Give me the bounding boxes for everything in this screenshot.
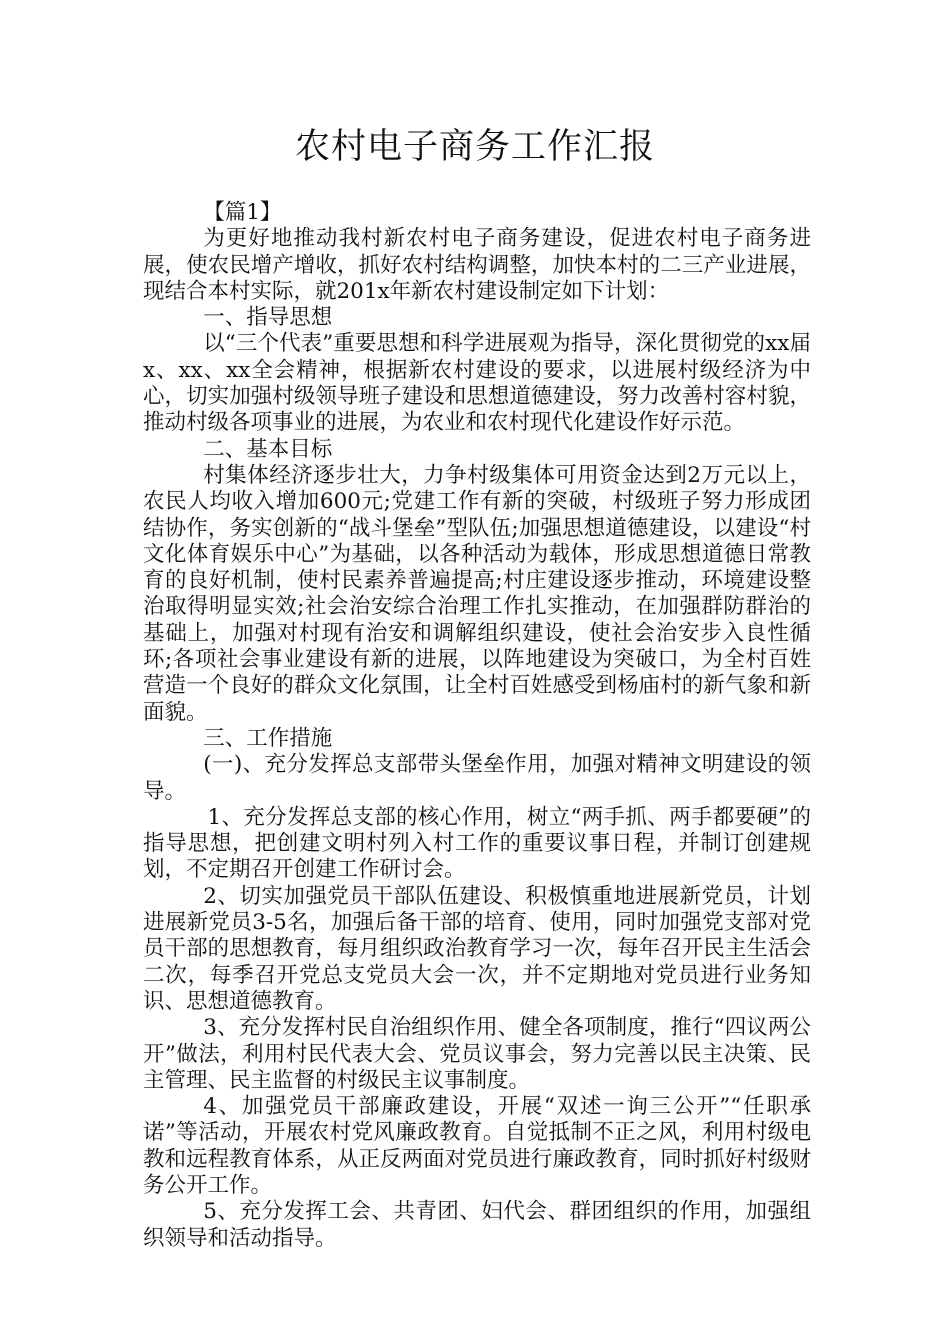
section-label: 【篇1】 xyxy=(203,200,282,225)
document-title: 农村电子商务工作汇报 xyxy=(294,127,655,167)
measure-item-5: 5、充分发挥工会、共青团、妇代会、群团组织的作用，加强组织领导和活动指导。 xyxy=(143,1199,811,1251)
measure-item-1: 1、充分发挥总支部的核心作用，树立“两手抓、两手都要硬”的指导思想，把创建文明村列入村工作的重要议事日程，并制订创建规划，不定期召开创建工作研讨会。 xyxy=(143,804,811,883)
intro-paragraph: 为更好地推动我村新农村电子商务建设，促进农村电子商务进展，使农民增产增收，抓好农村结构调整，加快本村的二三产业进展，现结合本村实际，就201x年新农村建设制定如下计划： xyxy=(143,226,811,304)
heading-work-measures: 三、工作措施 xyxy=(203,725,333,751)
measure-item-3: 3、充分发挥村民自治组织作用、健全各项制度，推行“四议两公开”做法，利用村民代表大会、党员议事会，努力完善以民主决策、民主管理、民主监督的村级民主议事制度。 xyxy=(143,1015,811,1093)
document-body xyxy=(143,200,811,1252)
measure-item-2: 2、切实加强党员干部队伍建设、积极慎重地进展新党员，计划进展新党员3-5名，加强后备干部的培育、使用，同时加强党支部对党员干部的思想教育，每月组织政治教育学习一次，每年召开民主生活会二次，每季召开党总支党员大会一次，并不定期地对党员进行业务知识、思想道德教育。 xyxy=(143,883,811,1014)
paragraph-basic-goals: 村集体经济逐步壮大，力争村级集体可用资金达到2万元以上，农民人均收入增加600元;党建工作有新的突破，村级班子努力形成团结协作，务实创新的“战斗堡垒”型队伍;加强思想道德建设，以建设“村文化体育娱乐中心”为基础，以各种活动为载体，形成思想道德日常教育的良好机制，使村民素养普遍提高;村庄建设逐步推动，环境建设整治取得明显实效;社会治安综合治理工作扎实推动，在加强群防群治的基础上，加强对村现有治安和调解组织建设，使社会治安步入良性循环;各项社会事业建设有新的进展，以阵地建设为突破口，为全村百姓营造一个良好的群众文化氛围，让全村百姓感受到杨庙村的新气象和新面貌。 xyxy=(143,462,811,725)
heading-guiding-ideology: 一、指导思想 xyxy=(203,305,333,331)
measure-item-4: 4、加强党员干部廉政建设，开展“双述一询三公开”“任职承诺”等活动，开展农村党风廉政教育。自觉抵制不正之风，利用村级电教和远程教育体系，从正反两面对党员进行廉政教育，同时抓好村级财务公开工作。 xyxy=(143,1094,811,1198)
paragraph-guiding-ideology: 以“三个代表”重要思想和科学进展观为指导，深化贯彻党的xx届x、xx、xx全会精神，根据新农村建设的要求，以进展村级经济为中心，切实加强村级领导班子建设和思想道德建设，努力改善村容村貌，推动村级各项事业的进展，为农业和农村现代化建设作好示范。 xyxy=(143,331,811,436)
subheading-measure-1: (一)、充分发挥总支部带头堡垒作用，加强对精神文明建设的领导。 xyxy=(143,752,811,804)
heading-basic-goals: 二、基本目标 xyxy=(203,436,333,462)
